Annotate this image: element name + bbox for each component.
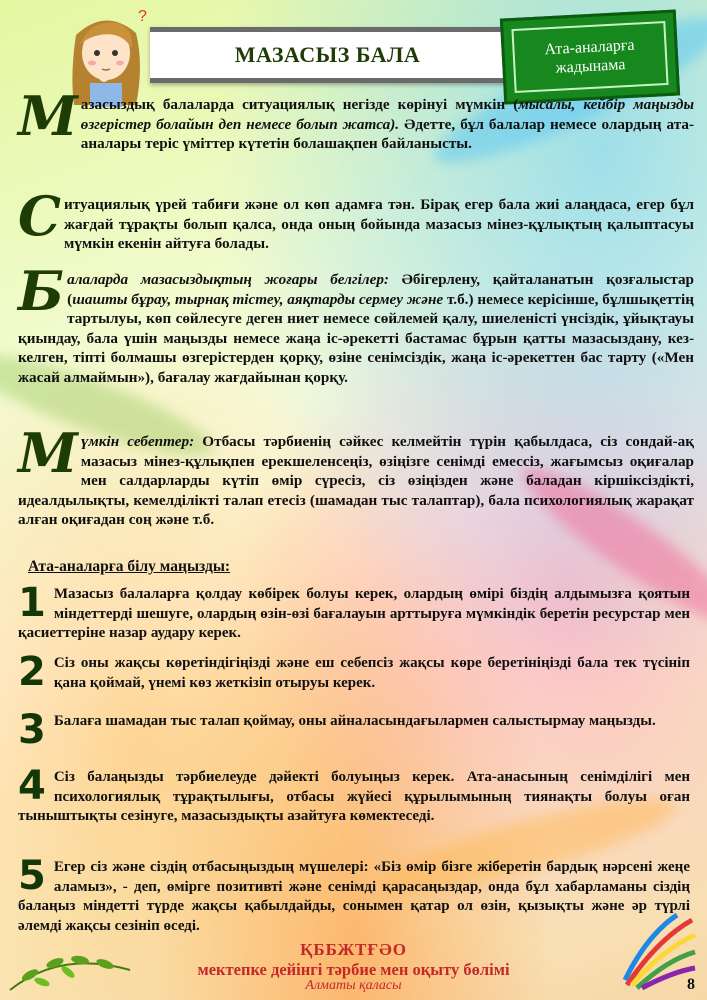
badge-line-2: жадынама — [555, 56, 626, 77]
memo-badge — [500, 9, 680, 104]
badge-line-1: Ата-аналарға — [544, 36, 635, 59]
drop-cap: М — [18, 84, 78, 148]
section-title: Ата-аналарға білу маңызды: — [28, 558, 231, 575]
paragraph-text: Отбасы тәрбиенің сәйкес келмейтін түрін қабылдаса, сіз сондай-ақ мазасыз мінез-құлықпен ерекшеленсеңіз, өзіңізге сенімді емессіз, жағымсыз оқиғалар мен салдарларды күтіп өмір сүресіз, сіз өзіңізден және баладан кіршіксіздікті, идеалдылықты, кемелділікті талап етесіз (шамадан тыс талаптар), бала психологиялық жарақат алған оқиғадан соң және т.б. — [18, 433, 694, 528]
footer-city: Алматы қаласы — [305, 978, 402, 993]
paragraph-text: Әбігерлену, қайталанатын қозғалыстар ( — [67, 271, 694, 308]
drop-cap: М — [18, 421, 78, 485]
paragraph-situational — [18, 184, 694, 254]
list-item — [18, 580, 690, 644]
item-text: Сіз оны жақсы көретіндігіңізді және еш себепсіз жақсы көре беретініңізді бала тек түсініп қана қоймай, үнемі көз жеткізіп отыруы керек. — [53, 655, 690, 691]
page-number: 8 — [687, 976, 695, 993]
item-number: 2 — [18, 649, 46, 695]
page-title: МАЗАСЫЗ БАЛА — [234, 42, 421, 67]
title-banner — [150, 27, 505, 83]
paragraph-text: азасыздық балаларда ситуациялық негізде көрінуі мүмкін ( — [80, 96, 519, 113]
paragraph-causes — [18, 421, 694, 530]
memo-badge-inner — [511, 21, 668, 93]
paragraph-italic: шашты бұрау, тырнақ тістеу, аяқтарды сермеу және — [72, 290, 444, 308]
paragraph-italic: үмкін себептер: — [80, 433, 195, 450]
item-number: 3 — [18, 707, 46, 753]
paragraph-intro — [18, 84, 694, 154]
list-item — [18, 649, 690, 695]
paragraph-signs — [18, 259, 694, 387]
item-number: 4 — [18, 763, 46, 809]
drop-cap: С — [18, 184, 61, 248]
footer-dept: мектепке дейінгі тәрбие мен оқыту бөлімі — [197, 960, 510, 979]
paragraph-text: т.б.) немесе керісінше, бұлшықеттің тартылуы, көп сөйлесуге деген ниет немесе сөйлемей қалу, шиеленісті үнсіздік, ұйықтауы қиындау, бала үшін маңызды немесе жаңа іс-әрекетті бастамас бұрын қатты мазасыздану, кез-келген, тіпті болмашы өзгерістерден қорқу, өзіне сенімсіздік, жаңа іс-әрекеттен бас тарту («Мен жасай алмаймын»), бағалау жағдайынан қорқу. — [18, 290, 694, 386]
drop-cap: Б — [18, 259, 65, 323]
item-number: 5 — [18, 853, 46, 899]
paragraph-italic: алаларда мазасыздықтың жоғары белгілер: — [67, 271, 389, 288]
item-number: 1 — [18, 580, 46, 626]
paragraph-text: итуациялық үрей табиғи және ол көп адамға тән. Бірақ егер бала жиі алаңдаса, егер бұл жағдай тұрақты болып қалса, онда оның бойында мазасыз мінез-құлықтың қалыптасуы мүмкін екенін айтуға болады. — [63, 196, 694, 252]
list-item — [18, 707, 690, 753]
item-text: Балаға шамадан тыс талап қоймау, оны айналасындағылармен салыстырмау маңызды. — [53, 713, 656, 729]
paragraph-italic: мысалы, кейбір маңызды өзгерістер болайын деп немесе болып жатса). — [80, 96, 694, 133]
item-text: Сіз балаңызды тәрбиелеуде дәйекті болуыңыз керек. Ата-анасының сенімділігі мен психологиялық тұрақтылығы, отбасы жүйесі құрылымының тиянақты болуы оған тыныштықты сезінуге, мазасыздықты азайтуға көмектеседі. — [18, 769, 690, 824]
svg-text:?: ? — [138, 8, 147, 25]
paragraph-text: Әдетте, бұл балалар немесе олардың ата-аналары теріс үміттер күтетін болашақпен байланысты. — [80, 115, 694, 152]
item-text: Егер сіз және сіздің отбасыңыздың мүшелері: «Біз өмір бізге жіберетін бардық нәрсені жеңе аламыз», - деп, өмірге позитивті және сенімді қарасаңыздар, онда бұл хабарламаны сіздің балаңыз міндетті түрде жақсы қабылдайды, сонымен қатар ол өзін, қызықты және әр түрлі әлемді жақсы сезініп өседі. — [18, 859, 690, 934]
list-item — [18, 763, 690, 827]
footer-org: ҚББЖТҒӘО — [300, 940, 407, 959]
item-text: Мазасыз балаларға қолдау көбірек болуы керек, олардың өмірі біздің алдымызға қоятын міндеттерді шешуге, олардың өзін-өзі бағалауын арттыруға мүмкіндік беретін ресурстар мен қасиеттеріне назар аудару керек. — [18, 586, 690, 641]
